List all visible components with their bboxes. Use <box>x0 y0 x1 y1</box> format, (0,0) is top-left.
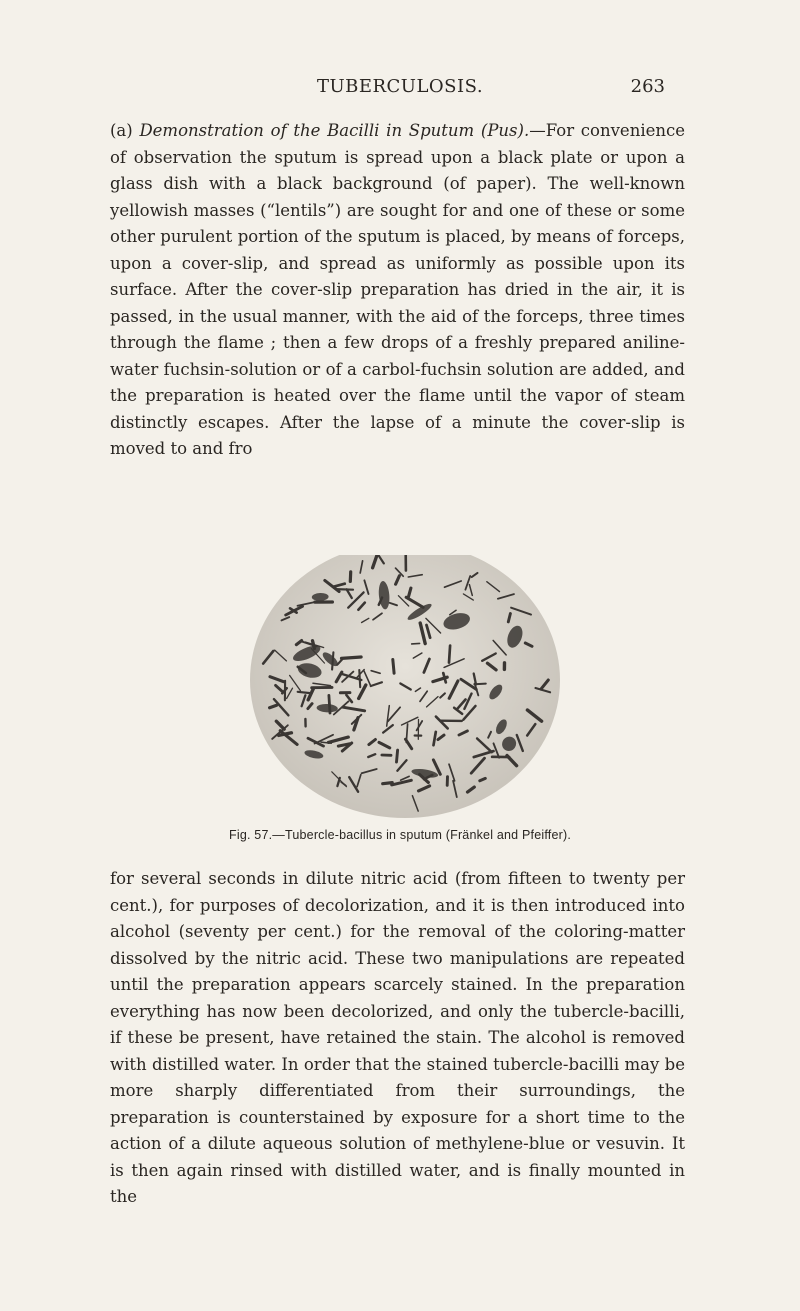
bacillus-rod <box>508 614 510 622</box>
bacillus-rod <box>383 783 393 784</box>
bacillus-rod <box>412 643 420 644</box>
sputum-field-image <box>195 555 615 825</box>
bacillus-rod <box>342 657 362 658</box>
running-title: TUBERCULOSIS. <box>316 76 484 97</box>
page-number: 263 <box>630 76 665 97</box>
lead-title: Demonstration of the Bacilli in Sputum (Pus). <box>139 121 530 140</box>
bacillus-rod <box>298 692 311 693</box>
figure-sputum-illustration <box>195 555 615 825</box>
lead-label: (a) <box>110 121 133 140</box>
bacillus-rod <box>397 750 398 762</box>
paragraph-bottom: for several seconds in dilute nitric acid (from fifteen to twenty per cent.), for purposes of decolorization, and it is then introduced into alcohol (seventy per cent.) for the removal of the coloring-matter dissolved by the nitric acid. These two manipulations are repeated until the preparation appears scarcely stained. In the preparation everything has now been decolorized, and only the tubercle-bacilli, if these be present, have retained the stain. The alcohol is removed with distilled water. In order that the stained tubercle-bacilli may be more sharply differentiated from their surroundings, the preparation is counterstained by exposure for a short time to the action of a dilute aqueous solution of methylene-blue or vesuvin. It is then again rinsed with distilled water, and is finally mounted in the <box>110 869 685 1206</box>
figure-caption: Fig. 57.—Tubercle-bacillus in sputum (Fränkel and Pfeiffer). <box>229 828 571 842</box>
bacillus-rod <box>393 660 394 674</box>
running-head <box>0 76 800 100</box>
paragraph-top <box>110 118 685 463</box>
bacillus-rod <box>474 684 485 685</box>
bacillus-rod <box>449 646 450 663</box>
bacillus-rod <box>359 670 360 687</box>
paragraph-top-text: —For convenience of observation the sputum is spread upon a black plate or upon a glass dish with a black background (of paper). The well-known yellowish masses (“lentils”) are sought for and one of these or some other purulent portion of the sputum is placed, by means of forceps, upon a cover-slip, and spread as uniformly as possible upon its surface. After the cover-slip preparation has dried in the air, it is passed, in the usual manner, with the aid of the forceps, three times through the flame ; then a few drops of a freshly prepared aniline-water fuchsin-solution or of a carbol-fuchsin solution are added, and the preparation is heated over the flame until the vapor of steam distinctly escapes. After the lapse of a minute the cover-slip is moved to and fro <box>110 121 685 458</box>
paragraph-lead <box>110 121 529 140</box>
